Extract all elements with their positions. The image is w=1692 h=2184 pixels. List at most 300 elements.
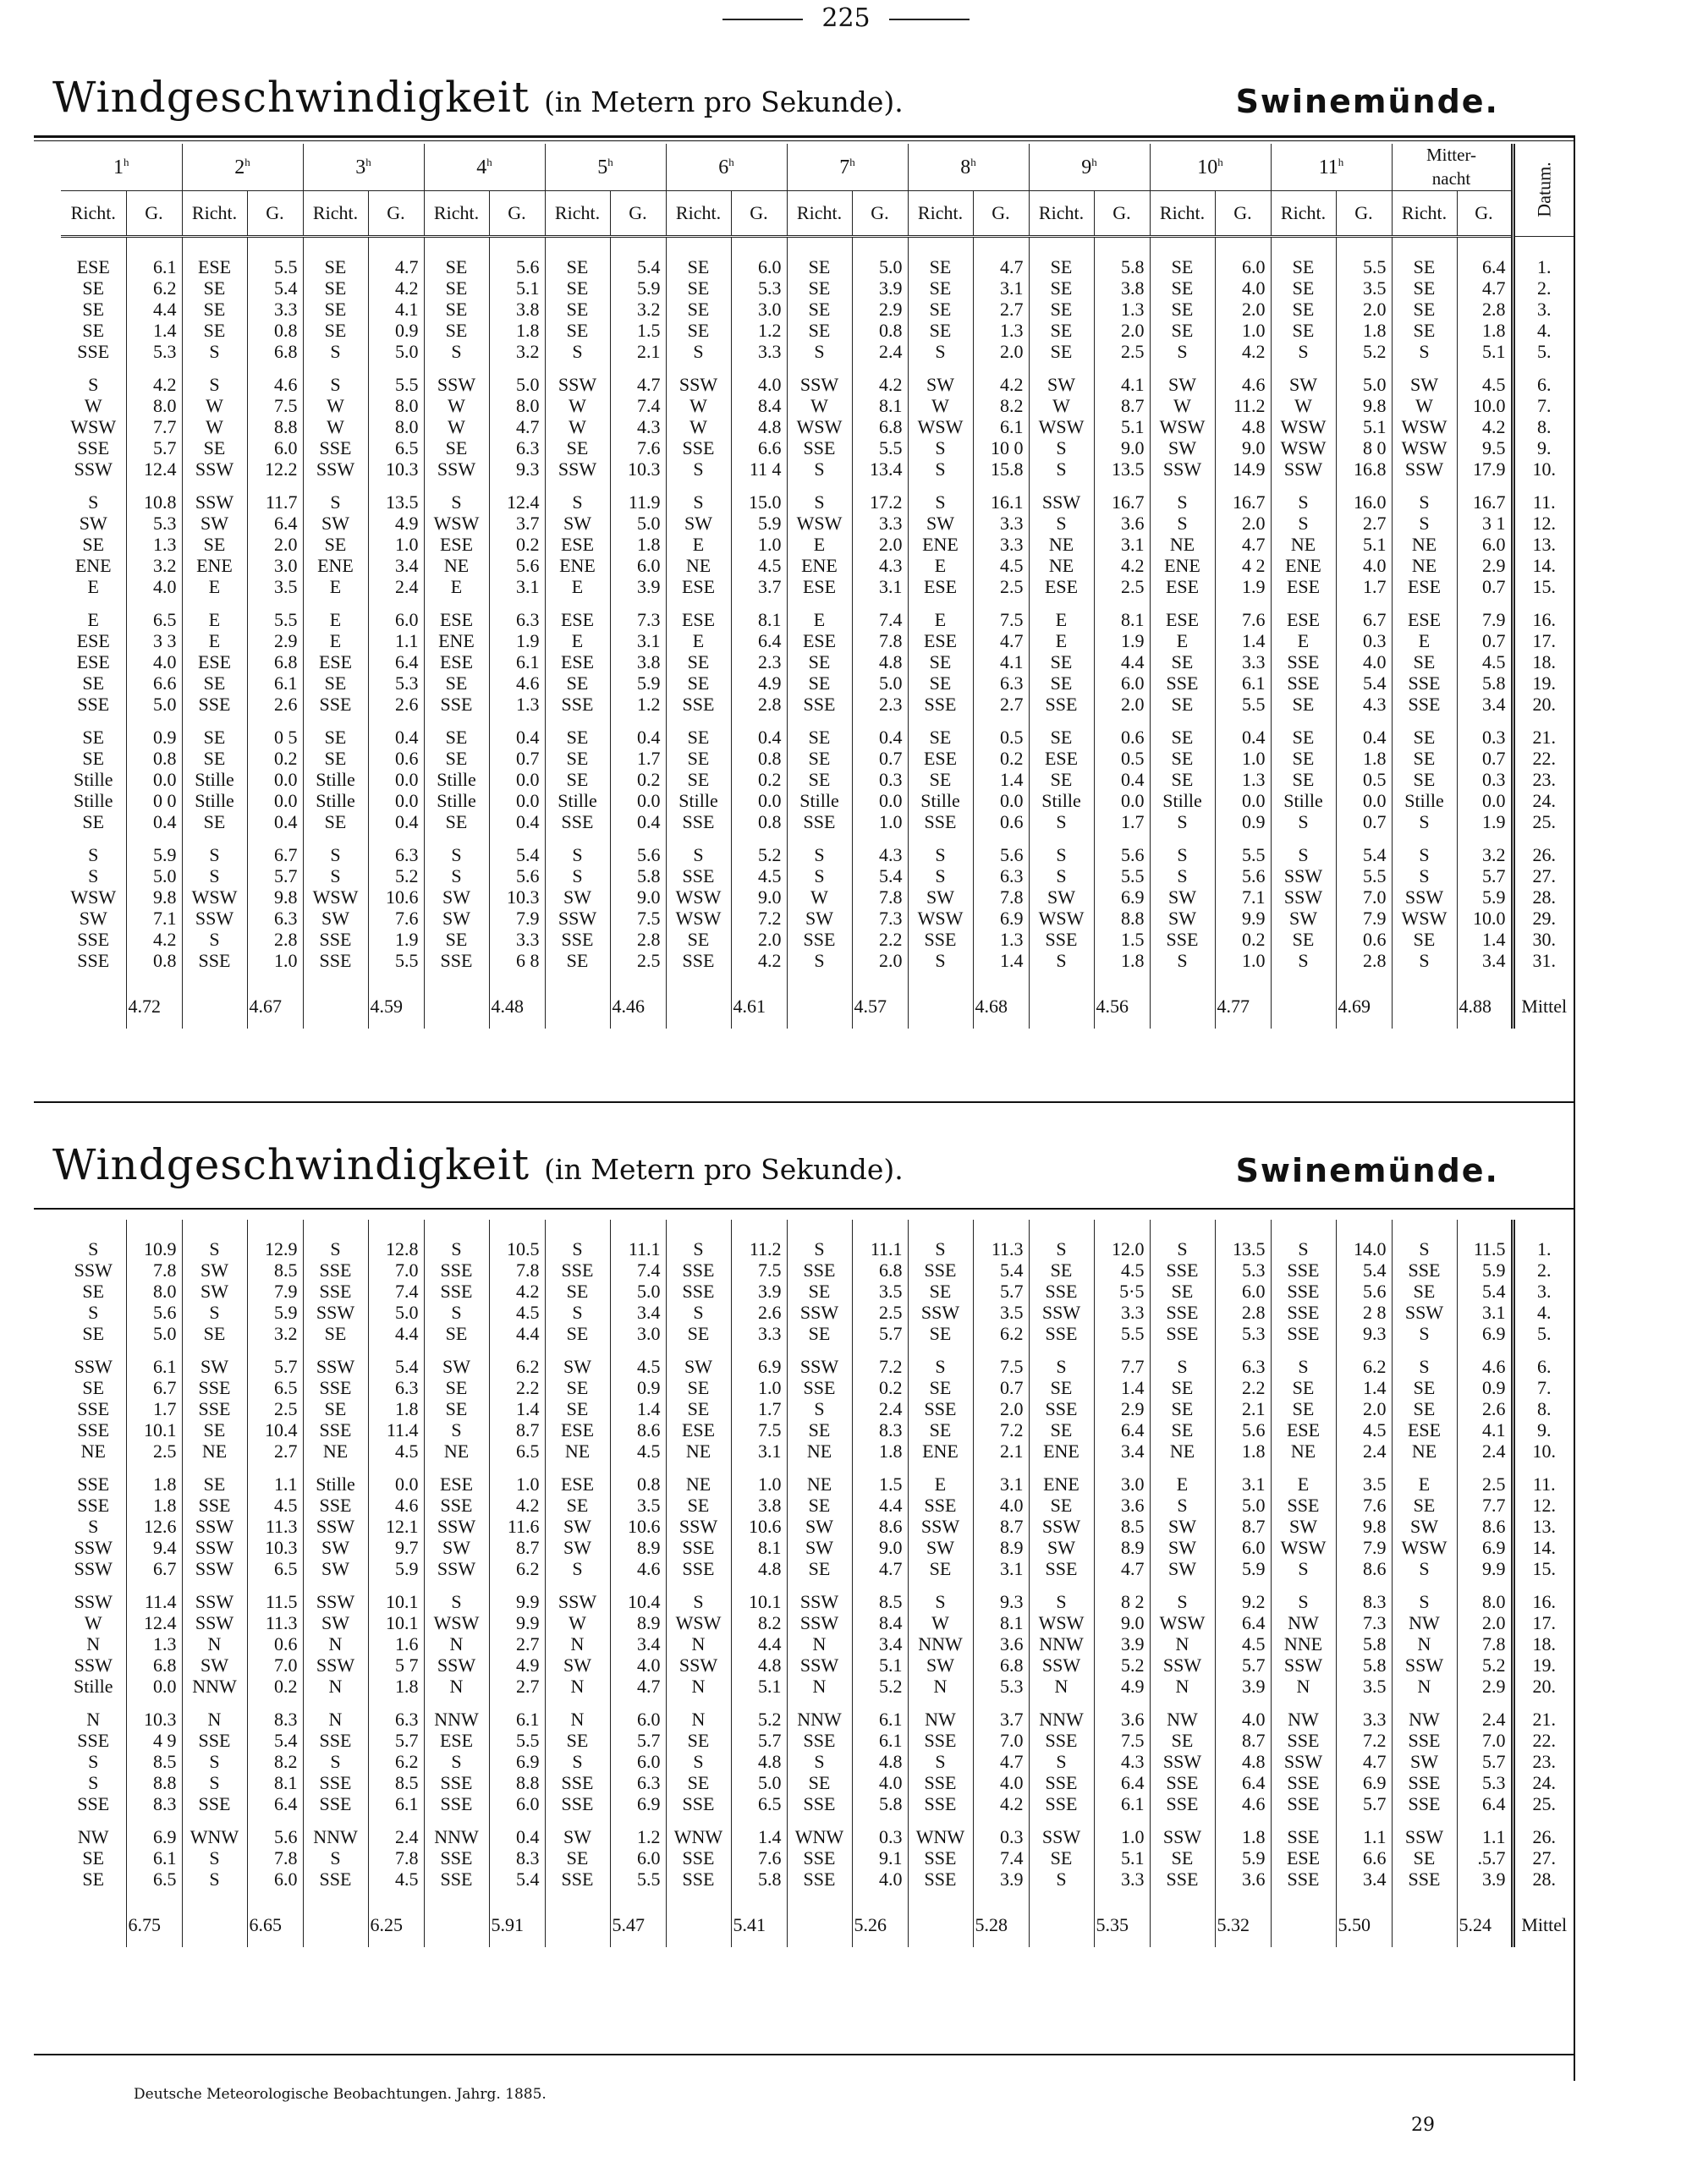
speed-value: 4.9: [516, 1654, 540, 1676]
speed-value: 2.1: [637, 341, 661, 362]
direction-cell: [908, 844, 973, 983]
direction-cell: [545, 727, 610, 844]
speed-cell: [368, 1591, 424, 1709]
direction-value: SE: [82, 1868, 105, 1890]
mean-value: 4.77: [1215, 983, 1271, 1029]
speed-value: 6.3: [516, 437, 540, 458]
direction-value: E: [87, 609, 99, 630]
speed-value: 2.8: [637, 929, 661, 950]
direction-value: SE: [445, 299, 468, 320]
direction-value: SSW: [1041, 491, 1081, 513]
direction-value: SSW: [558, 908, 597, 929]
direction-value: NNW: [797, 1709, 842, 1730]
direction-value: S: [935, 458, 946, 480]
direction-value: WSW: [1038, 908, 1085, 929]
speed-value: 1.4: [1363, 1377, 1387, 1398]
speed-value: 8.2: [758, 1612, 782, 1633]
date-cell: [1513, 1709, 1574, 1826]
speed-value: 3.1: [758, 1440, 782, 1462]
direction-value: S: [209, 1772, 220, 1793]
direction-value: SSW: [1041, 1826, 1081, 1847]
speed-value: 4.0: [153, 576, 177, 597]
speed-value: 2.4: [879, 341, 903, 362]
speed-value: 0.0: [758, 790, 782, 811]
direction-cell: [666, 1709, 731, 1826]
speed-value: 5.5: [274, 256, 298, 277]
direction-value: SW: [563, 513, 591, 534]
direction-cell: [61, 1238, 126, 1356]
direction-value: SSE: [77, 341, 110, 362]
speed-value: 16.7: [1112, 491, 1145, 513]
speed-value: 0.2: [879, 1377, 903, 1398]
speed-value: 5.2: [758, 1709, 782, 1730]
direction-value: SE: [445, 672, 468, 694]
speed-cell: [973, 256, 1029, 374]
direction-value: SSE: [1408, 672, 1441, 694]
direction-value: ESE: [560, 534, 595, 555]
direction-header: Richt.: [1271, 191, 1336, 237]
rule: [34, 135, 1574, 138]
speed-value: 12.4: [144, 458, 177, 480]
speed-value: 8.7: [1121, 395, 1145, 416]
direction-value: SE: [929, 277, 952, 299]
speed-value: 6.0: [274, 1868, 298, 1890]
speed-cell: [1457, 1356, 1513, 1473]
direction-header: Richt.: [1029, 191, 1094, 237]
speed-value: 0.7: [516, 748, 540, 769]
speed-value: 8.7: [1242, 1516, 1266, 1537]
speed-cell: [368, 1238, 424, 1356]
speed-value: 3.3: [516, 929, 540, 950]
direction-value: SSE: [561, 929, 594, 950]
direction-cell: [182, 1473, 247, 1591]
direction-value: SE: [82, 727, 105, 748]
direction-value: S: [814, 865, 825, 886]
direction-value: ENE: [1043, 1440, 1079, 1462]
speed-value: 7.5: [274, 395, 298, 416]
speed-value: 0.4: [1363, 727, 1387, 748]
speed-value: 6.4: [274, 1793, 298, 1814]
speed-value: 0.7: [1482, 630, 1506, 651]
speed-value: 6.4: [1482, 256, 1506, 277]
speed-value: 0.7: [1363, 811, 1387, 832]
direction-value: SSE: [198, 1398, 231, 1419]
speed-value: .5.7: [1477, 1847, 1506, 1868]
speed-cell: [126, 1473, 182, 1591]
speed-value: 4.6: [395, 1495, 419, 1516]
speed-value: 8.7: [516, 1537, 540, 1558]
direction-value: SSW: [1283, 865, 1323, 886]
speed-value: 5.3: [1242, 1259, 1266, 1281]
speed-value: 1.0: [758, 1377, 782, 1398]
direction-value: W: [810, 395, 828, 416]
direction-value: ESE: [439, 609, 474, 630]
direction-value: W: [1294, 395, 1312, 416]
mean-value: 5.24: [1457, 1901, 1513, 1947]
speed-value: 6.4: [1242, 1612, 1266, 1633]
direction-value: SE: [1171, 277, 1194, 299]
direction-cell: [61, 1591, 126, 1709]
direction-value: Stille: [316, 1473, 355, 1495]
speed-value: 1.8: [153, 1473, 177, 1495]
date-group-row: [61, 1591, 1574, 1709]
direction-cell: [182, 1709, 247, 1826]
speed-value: 5.5: [1121, 865, 1145, 886]
direction-value: SSW: [1162, 458, 1202, 480]
speed-value: 8.6: [1482, 1516, 1506, 1537]
speed-value: 3.2: [153, 555, 177, 576]
date-value: 3.: [1537, 299, 1552, 320]
date-value: 18.: [1532, 1633, 1556, 1654]
direction-value: S: [1298, 1238, 1309, 1259]
direction-value: SSE: [440, 694, 473, 715]
speed-value: 5.2: [879, 1676, 903, 1697]
direction-value: WSW: [1280, 1537, 1327, 1558]
speed-value: 2.9: [1482, 1676, 1506, 1697]
speed-value: 0.2: [274, 1676, 298, 1697]
speed-value: 1.8: [879, 1440, 903, 1462]
speed-value: 5.6: [1121, 844, 1145, 865]
speed-value: 2.0: [1242, 299, 1266, 320]
speed-value: 3.4: [1363, 1868, 1387, 1890]
speed-value: 1.3: [516, 694, 540, 715]
speed-value: 2.2: [1242, 1377, 1266, 1398]
speed-value: 0.4: [1121, 769, 1145, 790]
direction-value: S: [935, 1356, 946, 1377]
speed-value: 3.2: [637, 299, 661, 320]
direction-value: S: [88, 491, 99, 513]
speed-value: 6.0: [758, 256, 782, 277]
direction-value: SSW: [316, 458, 355, 480]
speed-cell: [731, 256, 787, 374]
direction-value: SE: [687, 1323, 710, 1344]
direction-value: W: [569, 395, 586, 416]
speed-value: 8.9: [1121, 1537, 1145, 1558]
speed-cell: [126, 609, 182, 727]
direction-value: SSE: [561, 1259, 594, 1281]
speed-value: 6.8: [1000, 1654, 1024, 1676]
speed-value: 5.6: [153, 1302, 177, 1323]
direction-cell: [787, 491, 852, 609]
speed-cell: [852, 609, 908, 727]
speed-value: 3.6: [1000, 1633, 1024, 1654]
direction-value: ESE: [802, 576, 837, 597]
direction-value: ESE: [197, 651, 232, 672]
direction-value: WSW: [675, 886, 722, 908]
direction-value: S: [1056, 865, 1067, 886]
date-value: 4.: [1537, 320, 1552, 341]
direction-value: N: [207, 1709, 222, 1730]
direction-value: SSE: [440, 1772, 473, 1793]
speed-value: 5.7: [153, 437, 177, 458]
speed-value: 3.3: [1121, 1868, 1145, 1890]
date-value: 31.: [1532, 950, 1556, 971]
speed-value: 5.4: [516, 844, 540, 865]
direction-value: S: [1177, 950, 1188, 971]
speed-value: 7.6: [758, 1847, 782, 1868]
rule: [34, 1208, 1574, 1210]
direction-value: S: [572, 1751, 583, 1772]
direction-cell: [303, 1356, 368, 1473]
speed-value: 2.5: [153, 1440, 177, 1462]
speed-value: 0.0: [153, 769, 177, 790]
speed-value: 5.3: [153, 341, 177, 362]
direction-value: SE: [1171, 1847, 1194, 1868]
speed-value: 5.9: [153, 844, 177, 865]
speed-value: 2.8: [1363, 950, 1387, 971]
speed-value: 3.3: [1242, 651, 1266, 672]
direction-value: E: [450, 576, 463, 597]
speed-value: 1.4: [1242, 630, 1266, 651]
direction-value: E: [1297, 1473, 1310, 1495]
speed-value: 8.8: [1121, 908, 1145, 929]
direction-value: SE: [445, 727, 468, 748]
speed-cell: [610, 1238, 666, 1356]
direction-value: SSE: [1166, 1259, 1199, 1281]
hour-header: 11$^h$: [1271, 144, 1392, 191]
speed-value: 8.6: [879, 1516, 903, 1537]
direction-value: S: [88, 374, 99, 395]
direction-value: SSW: [558, 1591, 597, 1612]
direction-cell: [303, 374, 368, 491]
direction-value: SE: [808, 256, 831, 277]
speed-value: 8.8: [274, 416, 298, 437]
speed-value: 4.8: [879, 1751, 903, 1772]
direction-value: SE: [445, 320, 468, 341]
date-value: 29.: [1532, 908, 1556, 929]
speed-cell: [731, 1591, 787, 1709]
direction-value: E: [329, 576, 342, 597]
direction-header: Richt.: [666, 191, 731, 237]
speed-value: 3.3: [1121, 1302, 1145, 1323]
speed-value: 4.4: [758, 1633, 782, 1654]
speed-value: 6.0: [637, 1847, 661, 1868]
speed-value: 4.8: [758, 1654, 782, 1676]
direction-cell: [666, 1591, 731, 1709]
speed-value: 8.5: [274, 1259, 298, 1281]
direction-cell: [1150, 491, 1215, 609]
speed-value: 9.0: [637, 886, 661, 908]
direction-value: N: [1417, 1633, 1431, 1654]
speed-cell: [126, 1356, 182, 1473]
direction-value: S: [88, 1238, 99, 1259]
speed-value: 1.7: [637, 748, 661, 769]
direction-value: SSW: [437, 1654, 476, 1676]
direction-value: SSE: [319, 1259, 352, 1281]
speed-value: 8.2: [274, 1751, 298, 1772]
direction-value: SE: [808, 1281, 831, 1302]
direction-value: S: [935, 1591, 946, 1612]
speed-cell: [610, 1591, 666, 1709]
speed-value: 8.8: [153, 1772, 177, 1793]
direction-value: SE: [82, 811, 105, 832]
mean-value: 4.67: [247, 983, 303, 1029]
speed-value: 2.4: [1363, 1440, 1387, 1462]
speed-value: 6.9: [1482, 1323, 1506, 1344]
direction-cell: [545, 1473, 610, 1591]
direction-value: SSE: [561, 1772, 594, 1793]
speed-value: 2.0: [1363, 1398, 1387, 1419]
direction-value: S: [1056, 1751, 1067, 1772]
direction-value: E: [571, 576, 584, 597]
direction-value: SW: [201, 1281, 228, 1302]
speed-value: 6.1: [1000, 416, 1024, 437]
direction-value: E: [1176, 630, 1189, 651]
direction-value: W: [1173, 395, 1191, 416]
speed-value: 4.7: [1242, 534, 1266, 555]
speed-value: 5.1: [1363, 534, 1387, 555]
direction-value: SSE: [924, 811, 957, 832]
speed-value: 2.4: [395, 576, 419, 597]
direction-value: SE: [1050, 769, 1073, 790]
direction-value: S: [1056, 1356, 1067, 1377]
direction-cell: [424, 1826, 489, 1901]
direction-value: SE: [1413, 748, 1436, 769]
direction-cell: [787, 609, 852, 727]
speed-value: 5.2: [1482, 1654, 1506, 1676]
direction-value: SW: [321, 1537, 349, 1558]
speed-value: 7.0: [1482, 1730, 1506, 1751]
direction-value: Stille: [437, 769, 476, 790]
speed-value: 6.7: [153, 1377, 177, 1398]
direction-value: S: [88, 1516, 99, 1537]
date-value: 23.: [1532, 769, 1556, 790]
speed-value: 6.3: [395, 1377, 419, 1398]
direction-value: SSE: [319, 1793, 352, 1814]
speed-value: 2.1: [1000, 1440, 1024, 1462]
direction-value: SSE: [440, 1281, 473, 1302]
hour-header: 9$^h$: [1029, 144, 1150, 191]
speed-header: G.: [1094, 191, 1150, 237]
direction-value: SW: [563, 1826, 591, 1847]
rule: [34, 1101, 1574, 1103]
direction-value: S: [1298, 491, 1309, 513]
direction-cell: [1392, 844, 1457, 983]
speed-value: 1.8: [516, 320, 540, 341]
direction-value: SSE: [803, 437, 836, 458]
direction-value: Stille: [920, 790, 960, 811]
direction-value: SE: [566, 1730, 589, 1751]
mean-label: Mittel: [1513, 1901, 1574, 1947]
speed-value: 5.7: [637, 1730, 661, 1751]
speed-cell: [126, 1709, 182, 1826]
date-value: 13.: [1532, 534, 1556, 555]
speed-value: 2.2: [879, 929, 903, 950]
speed-value: 6.2: [153, 277, 177, 299]
speed-value: 0.4: [516, 727, 540, 748]
direction-value: WSW: [675, 908, 722, 929]
direction-value: WNW: [190, 1826, 239, 1847]
direction-value: N: [691, 1676, 706, 1697]
direction-value: SW: [1289, 908, 1317, 929]
speed-value: 5.0: [879, 256, 903, 277]
speed-cell: [1094, 1238, 1150, 1356]
direction-value: S: [1056, 1591, 1067, 1612]
speed-value: 1.5: [637, 320, 661, 341]
direction-cell: [1029, 727, 1094, 844]
direction-value: SE: [566, 672, 589, 694]
direction-value: SE: [1413, 1281, 1436, 1302]
speed-value: 1.8: [1242, 1440, 1266, 1462]
speed-value: 6.2: [516, 1356, 540, 1377]
speed-value: 8 0: [1363, 437, 1387, 458]
speed-value: 8.5: [395, 1772, 419, 1793]
direction-value: SE: [1292, 727, 1315, 748]
direction-value: S: [572, 341, 583, 362]
direction-value: WSW: [70, 886, 117, 908]
direction-cell: [1271, 1709, 1336, 1826]
direction-value: SSW: [799, 1356, 839, 1377]
direction-header: Richt.: [545, 191, 610, 237]
direction-value: SSE: [1287, 1323, 1320, 1344]
direction-value: SE: [1171, 748, 1194, 769]
direction-value: E: [934, 609, 947, 630]
speed-value: 5.7: [1482, 865, 1506, 886]
direction-value: Stille: [74, 790, 113, 811]
speed-value: 1.2: [758, 320, 782, 341]
speed-value: 6.9: [1000, 908, 1024, 929]
direction-value: SSE: [440, 1847, 473, 1868]
speed-value: 4.6: [1482, 1356, 1506, 1377]
direction-cell: [424, 1238, 489, 1356]
date-value: 27.: [1532, 1847, 1556, 1868]
speed-value: 7.5: [1000, 609, 1024, 630]
speed-value: 5.4: [879, 865, 903, 886]
direction-value: S: [935, 1751, 946, 1772]
speed-value: 0.7: [1482, 748, 1506, 769]
speed-value: 3.3: [879, 513, 903, 534]
speed-value: 8.4: [879, 1612, 903, 1633]
direction-value: WSW: [1401, 908, 1448, 929]
speed-cell: [1215, 1826, 1271, 1901]
speed-value: 5.0: [758, 1772, 782, 1793]
direction-value: SSW: [437, 374, 476, 395]
direction-value: S: [1177, 811, 1188, 832]
direction-value: SE: [1171, 1419, 1194, 1440]
direction-value: NE: [1411, 534, 1437, 555]
direction-value: SSE: [682, 1868, 715, 1890]
direction-value: S: [1419, 865, 1430, 886]
speed-value: 2.5: [637, 950, 661, 971]
speed-value: 4.7: [879, 1558, 903, 1579]
speed-value: 6.2: [395, 1751, 419, 1772]
speed-value: 6 8: [516, 950, 540, 971]
direction-value: SW: [805, 1516, 833, 1537]
speed-value: 12.1: [386, 1516, 419, 1537]
speed-value: 1.3: [1121, 299, 1145, 320]
direction-value: SSW: [316, 1591, 355, 1612]
speed-value: 0.7: [1000, 1377, 1024, 1398]
speed-value: 5.6: [1000, 844, 1024, 865]
speed-value: 1.5: [1121, 929, 1145, 950]
direction-value: WSW: [917, 416, 964, 437]
direction-value: SSW: [316, 1516, 355, 1537]
speed-value: 6.4: [758, 630, 782, 651]
speed-value: 2.4: [1482, 1440, 1506, 1462]
direction-value: WSW: [796, 416, 843, 437]
direction-value: SE: [1171, 769, 1194, 790]
direction-value: SE: [1413, 1495, 1436, 1516]
speed-value: 3.4: [637, 1302, 661, 1323]
direction-cell: [1392, 1238, 1457, 1356]
direction-cell: [1150, 844, 1215, 983]
speed-value: 3 3: [153, 630, 177, 651]
speed-value: 1.0: [758, 1473, 782, 1495]
hour-header: 8$^h$: [908, 144, 1029, 191]
direction-value: W: [931, 1612, 949, 1633]
speed-cell: [852, 1356, 908, 1473]
direction-value: NNW: [918, 1633, 963, 1654]
